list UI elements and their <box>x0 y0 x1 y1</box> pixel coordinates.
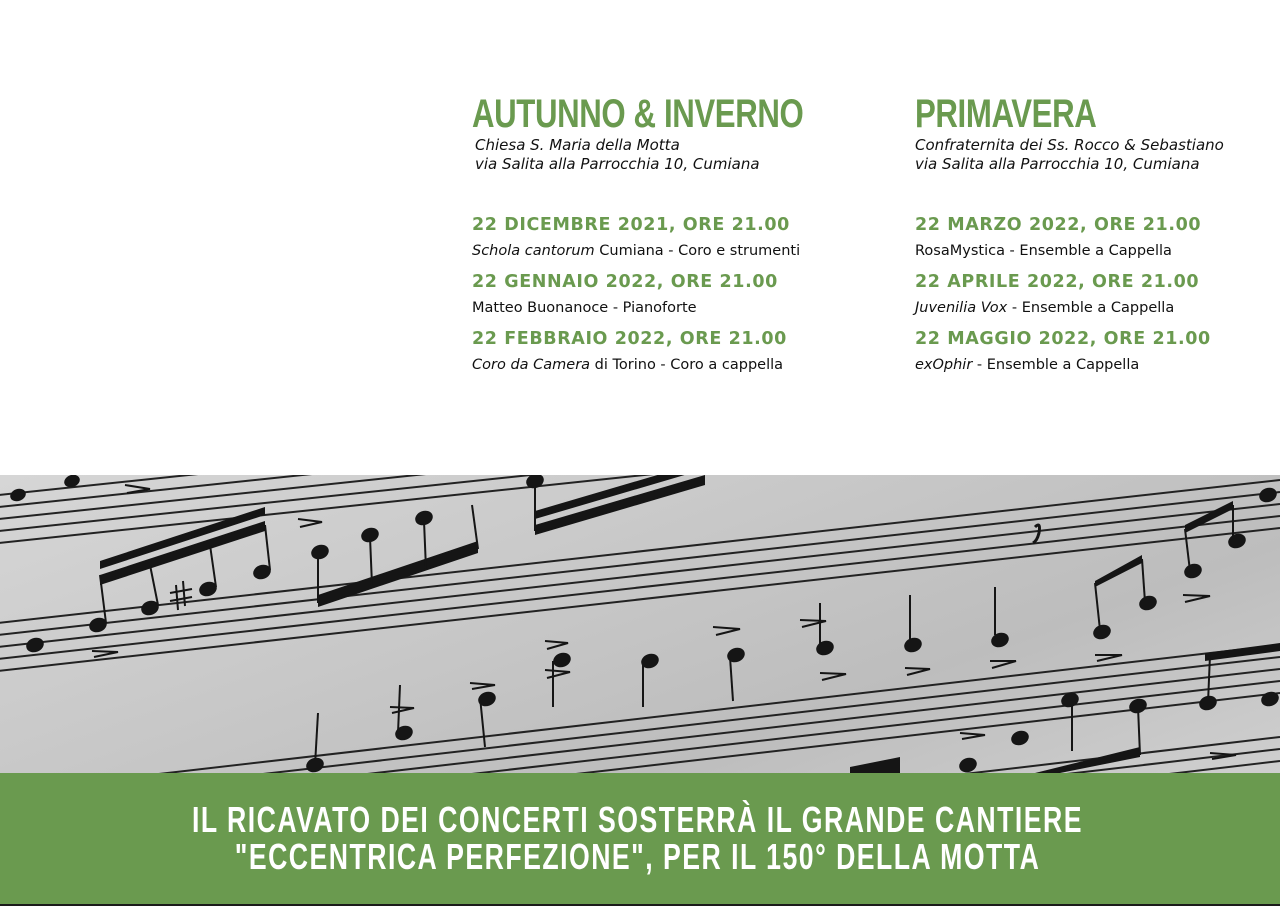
event-performer <box>472 355 872 375</box>
season-title-spring: PRIMAVERA <box>915 92 1097 136</box>
event-date: 22 FEBBRAIO 2022, ORE 21.00 <box>472 329 787 349</box>
performer-detail: Matteo Buonanoce - Pianoforte <box>472 300 697 316</box>
performer-name: Coro da Camera <box>472 357 591 373</box>
performer-detail: - Ensemble a Cappella <box>1007 300 1175 316</box>
performer-detail: RosaMystica - Ensemble a Cappella <box>915 243 1172 259</box>
sheet-music-photo <box>0 475 1280 773</box>
event-date: 22 APRILE 2022, ORE 21.00 <box>915 272 1200 292</box>
event-item <box>472 214 872 261</box>
event-date: 22 GENNAIO 2022, ORE 21.00 <box>472 272 778 292</box>
venue-address-spring: via Salita alla Parrocchia 10, Cumiana <box>915 155 1200 173</box>
performer-detail: - Ensemble a Cappella <box>972 357 1140 373</box>
event-performer <box>915 355 1270 375</box>
performer-name: Juvenilia Vox <box>915 300 1008 316</box>
event-performer <box>915 298 1270 318</box>
banner-line-2: "ECCENTRICA PERFEZIONE", PER IL 150° DELLA MOTTA <box>234 836 1041 877</box>
event-date: 22 MAGGIO 2022, ORE 21.00 <box>915 329 1211 349</box>
event-item <box>915 271 1270 318</box>
performer-name: Schola cantorum <box>472 243 595 259</box>
banner-line-1: IL RICAVATO DEI CONCERTI SOSTERRÀ IL GRANDE CANTIERE <box>191 799 1084 840</box>
event-performer <box>915 241 1270 261</box>
event-item <box>472 328 872 375</box>
venue-address-autumn-winter: via Salita alla Parrocchia 10, Cumiana <box>475 155 760 173</box>
event-list-spring <box>915 214 1270 375</box>
event-performer <box>472 298 872 318</box>
event-item <box>915 214 1270 261</box>
autumn-winter-section <box>472 92 872 385</box>
event-item <box>915 328 1270 375</box>
event-item <box>472 271 872 318</box>
performer-detail: di Torino - Coro a cappella <box>590 357 784 373</box>
fundraising-banner <box>0 773 1280 904</box>
event-date: 22 MARZO 2022, ORE 21.00 <box>915 215 1202 235</box>
venue-name-spring: Confraternita dei Ss. Rocco & Sebastiano <box>915 136 1224 154</box>
spring-section <box>915 92 1270 385</box>
event-list-autumn-winter <box>472 214 872 375</box>
season-title-autumn-winter: AUTUNNO & INVERNO <box>472 92 804 136</box>
event-date: 22 DICEMBRE 2021, ORE 21.00 <box>472 215 790 235</box>
performer-name: exOphir <box>915 357 973 373</box>
event-performer <box>472 241 872 261</box>
performer-detail: Cumiana - Coro e strumenti <box>594 243 801 259</box>
venue-name-autumn-winter: Chiesa S. Maria della Motta <box>475 136 680 154</box>
